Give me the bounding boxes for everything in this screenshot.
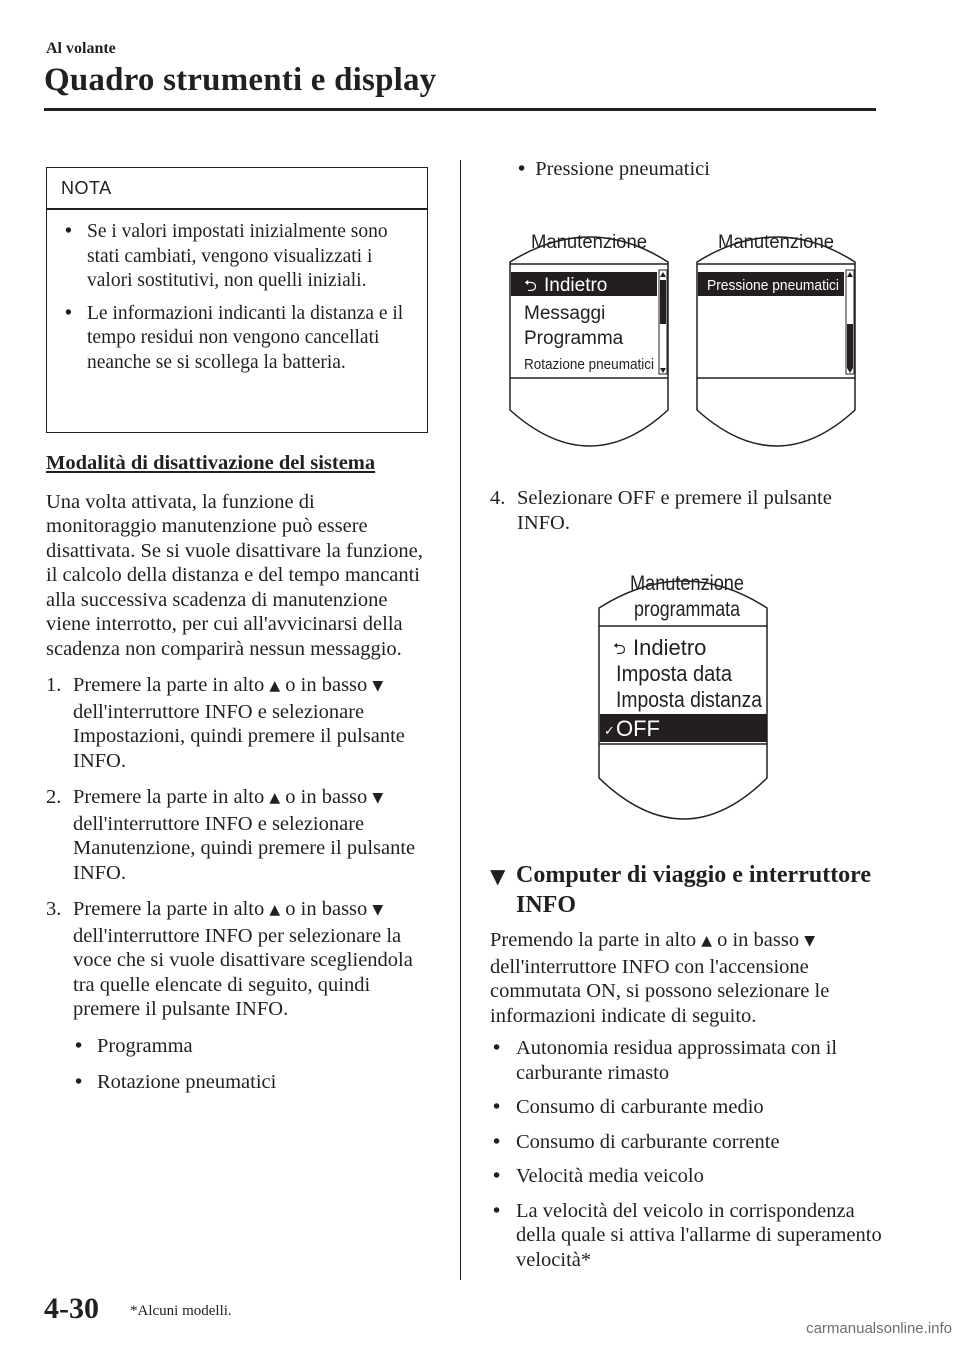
heading-text: Computer di viaggio e interruttore INFO	[516, 862, 872, 918]
list-item-text: Consumo di carburante medio	[516, 1096, 764, 1118]
note-item	[61, 220, 417, 294]
step-text: Selezionare OFF e premere il pulsante INFO.	[517, 487, 832, 534]
bullet-icon: •	[65, 302, 72, 324]
triangle-up-icon: ▲	[269, 790, 281, 806]
menu-item-off: OFF	[616, 716, 660, 741]
step-item	[46, 673, 430, 773]
option-text: Pressione pneumatici	[535, 158, 710, 180]
triangle-down-icon: ▼	[372, 902, 384, 918]
step-item	[490, 486, 880, 535]
triangle-down-icon: ▼	[804, 933, 816, 949]
bullet-icon: •	[493, 1037, 501, 1059]
list-item-text: Velocità media veicolo	[516, 1165, 704, 1187]
step-item	[46, 897, 430, 1095]
display-title-line2: programmata	[634, 598, 741, 621]
menu-item-pressione: Pressione pneumatici	[707, 277, 839, 294]
bullet-icon: •	[65, 221, 72, 242]
step-text: dell'interruttore INFO e selezionare Manutenzione, quindi premere il pulsante INFO.	[73, 812, 416, 884]
column-divider	[460, 160, 461, 1280]
title-rule	[44, 108, 876, 111]
page-title: Quadro strumenti e display	[44, 62, 437, 98]
step-text: Premere la parte in alto	[73, 786, 265, 808]
bullet-icon: •	[75, 1034, 83, 1057]
bullet-icon: •	[493, 1130, 501, 1153]
display-maintenance-menu	[508, 220, 672, 460]
option-text: Rotazione pneumatici	[97, 1071, 277, 1093]
step-number: 3.	[46, 898, 62, 920]
step-text: o in basso	[285, 898, 368, 920]
step-number: 2.	[46, 786, 62, 808]
step3-options	[73, 1034, 430, 1095]
intro-text: dell'interruttore INFO con l'accensione commutata ON, si possono selezionare le informazioni indicate di seguito.	[490, 955, 830, 1027]
menu-item-programma: Programma	[524, 328, 624, 349]
step-text: o in basso	[285, 674, 368, 696]
section-label: Al volante	[46, 40, 116, 57]
triangle-up-icon: ▲	[269, 902, 281, 918]
list-item-text: Consumo di carburante corrente	[516, 1130, 780, 1153]
step-text: o in basso	[285, 786, 368, 808]
list-item	[490, 1164, 890, 1189]
note-box	[46, 167, 428, 433]
checkmark-icon: ✓	[604, 724, 615, 739]
info-list	[490, 1036, 890, 1272]
bullet-icon: •	[493, 1096, 501, 1118]
step-text: dell'interruttore INFO e selezionare Impostazioni, quindi premere il pulsante INFO.	[73, 700, 405, 772]
page-number: 4-30	[44, 1292, 99, 1325]
intro-text: o in basso	[717, 929, 800, 951]
step-number: 4.	[490, 487, 506, 509]
list-item	[490, 1130, 890, 1155]
triangle-down-icon: ▼	[490, 864, 506, 888]
intro-paragraph: Una volta attivata, la funzione di monitoraggio manutenzione può essere disattivata. Se si vuole disattivare la funzione, il calcolo della distanza e del tempo mancanti alla successiva scadenza di manutenzione viene interrotto, per cui all'avvicinarsi della scadenza non comparirà nessun messaggio.	[46, 490, 423, 660]
option-item	[73, 1070, 430, 1095]
display-tyre-pressure	[695, 220, 859, 460]
menu-item-imposta-distanza: Imposta distanza	[616, 687, 763, 712]
intro-paragraph	[490, 928, 890, 1028]
list-item	[490, 1095, 890, 1120]
step-text: Premere la parte in alto	[73, 898, 265, 920]
left-column	[46, 451, 430, 1107]
display-scheduled-maintenance	[597, 564, 771, 834]
back-icon: ⮌	[613, 639, 626, 658]
note-title: NOTA	[61, 178, 112, 198]
display-title: Manutenzione	[718, 232, 834, 253]
intro-text: Premendo la parte in alto	[490, 929, 697, 951]
step-number: 1.	[46, 674, 62, 696]
section-subheading: Modalità di disattivazione del sistema	[46, 452, 376, 474]
step-text: Premere la parte in alto	[73, 674, 265, 696]
triangle-up-icon: ▲	[269, 678, 281, 694]
bullet-icon: •	[75, 1071, 83, 1093]
back-icon: ⮌	[524, 276, 537, 295]
triangle-up-icon: ▲	[701, 933, 712, 949]
note-item	[61, 302, 417, 376]
triangle-down-icon: ▼	[372, 790, 384, 806]
menu-item-indietro: Indietro	[544, 275, 608, 296]
scrollbar-thumb	[847, 324, 853, 368]
display-title-line1: Manutenzione	[630, 572, 744, 595]
note-item-text: Le informazioni indicanti la distanza e il tempo residui non vengono cancellati neanche se si scollega la batteria.	[87, 302, 404, 373]
menu-item-indietro: Indietro	[633, 635, 707, 660]
watermark: carmanualsonline.info	[806, 1320, 952, 1337]
menu-item-imposta-data: Imposta data	[616, 661, 733, 686]
note-item-text: Se i valori impostati inizialmente sono stati cambiati, vengono visualizzati i valori sostitutivi, non quelli iniziali.	[87, 221, 388, 291]
list-item	[490, 1036, 890, 1085]
option-text: Programma	[97, 1034, 193, 1057]
section-heading	[490, 860, 890, 920]
footnote: *Alcuni modelli.	[130, 1303, 232, 1319]
step-text: dell'interruttore INFO per selezionare la voce che si vuole disattivare scegliendola tra quelle elencate di seguito, quindi premere il pulsante INFO.	[73, 924, 413, 1020]
list-item-text: Autonomia residua approssimata con il carburante rimasto	[516, 1037, 838, 1084]
steps-list	[46, 673, 430, 1095]
bullet-icon: •	[518, 158, 526, 180]
note-divider	[47, 208, 427, 210]
option-item	[73, 1034, 430, 1059]
right-lower-text	[490, 928, 890, 1282]
display-title: Manutenzione	[531, 232, 647, 253]
scrollbar-thumb	[660, 280, 666, 324]
list-item	[490, 1199, 890, 1273]
option-item	[518, 158, 710, 181]
note-list	[61, 220, 417, 383]
menu-item-rotazione: Rotazione pneumatici	[524, 356, 654, 373]
bullet-icon: •	[493, 1199, 501, 1222]
menu-item-messaggi: Messaggi	[524, 303, 606, 324]
list-item-text: La velocità del veicolo in corrispondenza della quale si attiva l'allarme di superamento velocità*	[516, 1199, 882, 1271]
triangle-down-icon: ▼	[372, 678, 384, 694]
step-item	[46, 785, 430, 885]
bullet-icon: •	[493, 1165, 501, 1187]
